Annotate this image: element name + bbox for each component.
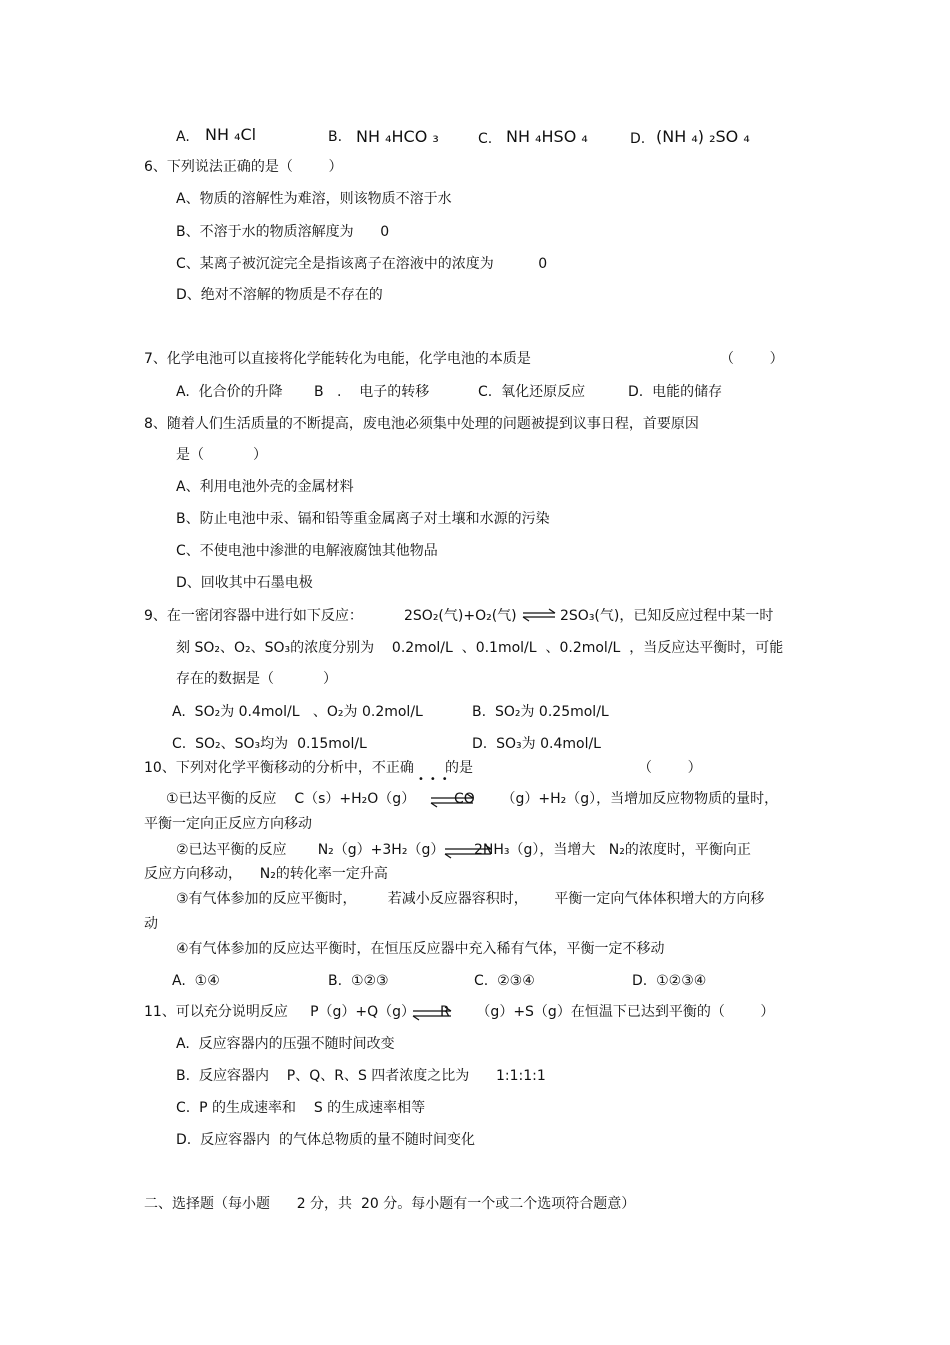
q8-option-b: B、防止电池中汞、镉和铅等重金属离子对土壤和水源的污染 (176, 511, 550, 527)
q7-option-d: D. 电能的储存 (628, 384, 723, 400)
q11-stem-part2: R （g）+S（g）在恒温下已达到平衡的（ ） (440, 1004, 775, 1020)
q10-statement1-part1: ①已达平衡的反应 C（s）+H₂O（g） (166, 791, 416, 807)
q5-option-d-letter: D. (630, 131, 646, 147)
q7-option-a: A. 化合价的升降 (176, 384, 283, 400)
q11-stem-part1: 11、可以充分说明反应 P（g）+Q（g） (144, 1004, 416, 1020)
q10-statement1-part2: CO （g）+H₂（g），当增加反应物物质的量时， (454, 791, 779, 807)
q10-statement3: ③有气体参加的反应平衡时， 若减小反应器容积时， 平衡一定向气体体积增大的方向移 (176, 891, 765, 907)
q10-option-d: D. ①②③④ (632, 973, 707, 989)
q10-option-b: B. ①②③ (328, 973, 389, 989)
q9-option-c: C. SO₂、SO₃均为 0.15mol/L (172, 736, 367, 752)
q8-stem-line1: 8、随着人们生活质量的不断提高，废电池必须集中处理的问题被提到议事日程，首要原因 (144, 416, 699, 432)
q7-stem: 7、化学电池可以直接将化学能转化为电能，化学电池的本质是 (144, 351, 531, 367)
q10-option-c: C. ②③④ (474, 973, 535, 989)
q7-option-c: C. 氧化还原反应 (478, 384, 586, 400)
q10-statement2-part1: ②已达平衡的反应 N₂（g）+3H₂（g） (176, 842, 445, 858)
q5-option-b-text: NH ₄HCO ₃ (356, 127, 439, 146)
q10-stem: 10、下列对化学平衡移动的分析中，不正确 的是 (144, 760, 473, 776)
q8-option-d: D、回收其中石墨电极 (176, 575, 313, 591)
q5-option-a-letter: A. (176, 129, 190, 145)
q5-option-c-text: NH ₄HSO ₄ (506, 127, 588, 146)
q9-equation-left: 2SO₂(气)+O₂(气) (404, 608, 517, 624)
q11-option-c: C. P 的生成速率和 S 的生成速率相等 (176, 1100, 426, 1116)
q9-stem-intro: 9、在一密闭容器中进行如下反应： (144, 608, 363, 624)
section-heading: 二、选择题（每小题 2 分，共 20 分。每小题有一个或二个选项符合题意） (144, 1196, 636, 1212)
q6-option-d: D、绝对不溶解的物质是不存在的 (176, 287, 383, 303)
q8-option-a: A、利用电池外壳的金属材料 (176, 479, 354, 495)
q10-statement2-part3: 反应方向移动， N₂的转化率一定升高 (144, 866, 388, 882)
q10-option-a: A. ①④ (172, 973, 220, 989)
emphasis-dots: ••• (418, 774, 454, 785)
q10-answer-paren: （ ） (638, 760, 702, 776)
q6-option-a: A、物质的溶解性为难溶，则该物质不溶于水 (176, 191, 452, 207)
q9-equation-right: 2SO₃(气)，已知反应过程中某一时 (560, 608, 774, 624)
q5-option-a-text: NH ₄Cl (205, 125, 257, 144)
q9-stem-line3: 存在的数据是（ ） (176, 671, 337, 687)
q5-option-b-letter: B. (328, 129, 343, 145)
q10-statement4: ④有气体参加的反应达平衡时，在恒压反应器中充入稀有气体，平衡一定不移动 (176, 941, 665, 957)
q5-option-d-text: (NH ₄) ₂SO ₄ (656, 127, 750, 146)
q11-option-a: A. 反应容器内的压强不随时间改变 (176, 1036, 395, 1052)
equilibrium-arrow-icon (522, 608, 556, 622)
q11-option-d: D. 反应容器内 的气体总物质的量不随时间变化 (176, 1132, 476, 1148)
q6-option-b: B、不溶于水的物质溶解度为 0 (176, 224, 390, 240)
q11-option-b: B. 反应容器内 P、Q、R、S 四者浓度之比为 1:1:1:1 (176, 1068, 546, 1084)
q9-option-d: D. SO₃为 0.4mol/L (472, 736, 601, 752)
q7-answer-paren: （ ） (720, 351, 784, 367)
q10-statement1-part3: 平衡一定向正反应方向移动 (144, 816, 312, 832)
q7-option-b: B . 电子的转移 (314, 384, 430, 400)
q8-option-c: C、不使电池中渗泄的电解液腐蚀其他物品 (176, 543, 438, 559)
q10-statement3-wrap: 动 (144, 916, 158, 932)
q6-stem: 6、下列说法正确的是（ ） (144, 159, 343, 175)
q6-option-c: C、某离子被沉淀完全是指该离子在溶液中的浓度为 0 (176, 256, 548, 272)
q9-stem-line2: 刻 SO₂、O₂、SO₃的浓度分别为 0.2mol/L 、0.1mol/L 、0.2mol/L ，当反应达平衡时，可能 (176, 640, 784, 656)
q9-option-a: A. SO₂为 0.4mol/L 、O₂为 0.2mol/L (172, 704, 423, 720)
q9-option-b: B. SO₂为 0.25mol/L (472, 704, 609, 720)
q8-stem-line2: 是（ ） (176, 447, 267, 463)
q5-option-c-letter: C. (478, 131, 493, 147)
q10-statement2-part2: 2NH₃（g），当增大 N₂的浓度时，平衡向正 (474, 842, 751, 858)
